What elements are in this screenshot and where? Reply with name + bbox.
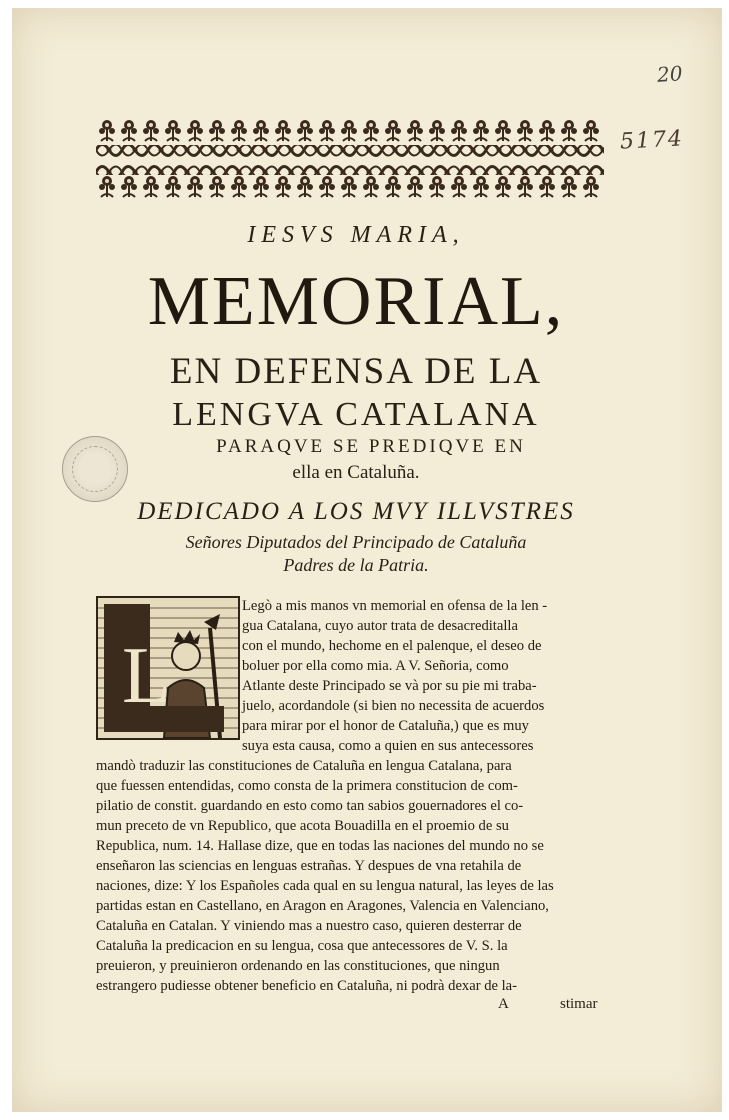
catchword-left: A (498, 996, 509, 1012)
body-line-12: mun preceto de vn Republico, que acota Bouadilla en el proemio de su (96, 818, 509, 834)
body-line-5: Atlante deste Principado se và por su pie mi traba- (242, 678, 537, 694)
body-line-3: con el mundo, hechome en el palenque, el deseo de (242, 638, 542, 654)
initial-letter: L (122, 632, 171, 720)
body-line-9: mandò traduzir las constituciones de Cataluña en lengua Catalana, para (96, 758, 512, 774)
body-line-18: Cataluña la predicacion en su lengua, cosa que antecessores de V. S. la (96, 938, 508, 954)
ornamental-band (96, 117, 604, 203)
historiated-initial (96, 596, 240, 740)
body-line-16: partidas estan en Castellano, en Aragon en Aragones, Valencia en Valenciano, (96, 898, 549, 914)
invocation: IESVS MARIA, (247, 222, 465, 248)
body-line-15: naciones, dize: Y los Españoles cada qual en su lengua natural, las leyes de las (96, 878, 554, 894)
subtitle-line-3: PARAQVE SE PREDIQVE EN (216, 436, 526, 457)
body-line-14: enseñaron las sciencias en lenguas estrañas. Y despues de vna retahila de (96, 858, 522, 874)
body-line-6: juelo, acordandole (si bien no necessita de acuerdos (242, 698, 545, 714)
body-line-20: estrangero pudiesse obtener beneficio en Cataluña, ni podrà dexar de la- (96, 978, 518, 994)
body-line-10: que fuessen entendidas, como consta de la primera constitucion de com- (96, 778, 518, 794)
dedication-line-1: DEDICADO A LOS MVY ILLVSTRES (137, 498, 575, 525)
body-line-13: Republica, num. 14. Hallase dize, que en todas las naciones del mundo no se (96, 838, 544, 854)
main-title: MEMORIAL, (147, 263, 565, 340)
body-line-7: para mirar por el honor de Cataluña,) que es muy (242, 718, 529, 734)
subtitle-line-2: LENGVA CATALANA (172, 396, 540, 433)
initial-woodcut (98, 598, 238, 738)
body-line-19: preuieron, y preuinieron ordenando en las constituciones, que ningun (96, 958, 500, 974)
subtitle-line-1: EN DEFENSA DE LA (169, 351, 543, 392)
body-line-1: Legò a mis manos vn memorial en ofensa de la len - (242, 598, 548, 614)
shelfmark-note: 5174 (619, 126, 685, 155)
body-line-11: pilatio de constit. guardando en esto como tan sabios gouernadores el co- (96, 798, 524, 814)
dedication-line-2: Señores Diputados del Principado de Cataluña (185, 532, 527, 552)
body-line-8: suya esta causa, como a quien en sus antecessores (242, 738, 534, 754)
catchword-right: stimar (560, 996, 598, 1012)
body-line-17: Cataluña en Catalan. Y viniendo mas a nuestro caso, quieren desterrar de (96, 918, 522, 934)
body-line-2: gua Catalana, cuyo autor trata de desacreditalla (242, 618, 518, 634)
body-line-4: boluer por ella como mia. A V. Señoria, como (242, 658, 509, 674)
dedication-line-3: Padres de la Patria. (283, 555, 429, 575)
folio-number: 20 (656, 61, 684, 87)
subtitle-line-4: ella en Cataluña. (292, 462, 420, 483)
